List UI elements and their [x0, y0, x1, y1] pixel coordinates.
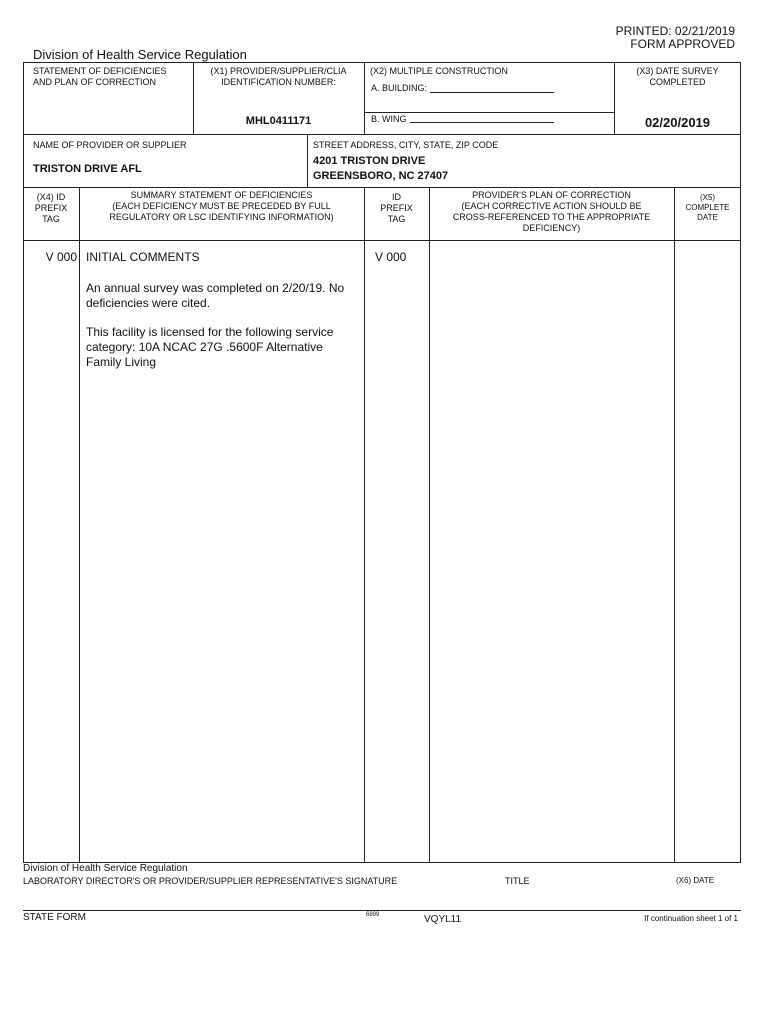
- wing-blank: [410, 122, 554, 123]
- x6-date-label: (X6) DATE: [676, 876, 715, 885]
- event-id: VQYL11: [424, 914, 462, 925]
- form-status: FORM APPROVED: [630, 37, 735, 51]
- col-divider-summary: [364, 187, 365, 863]
- x4-label-1: (X4) ID: [36, 192, 66, 202]
- wing-label: B. WING: [371, 114, 407, 124]
- col-divider-id: [429, 187, 430, 863]
- x4-label-3: TAG: [42, 214, 60, 224]
- x5-label-1: (X5): [699, 193, 716, 202]
- prefix-tag-right: V 000: [375, 250, 407, 264]
- x5-label-2: COMPLETE: [685, 203, 730, 212]
- x5-label-3: DATE: [697, 213, 718, 222]
- printed-date: PRINTED: 02/21/2019: [615, 24, 735, 38]
- address-line-2: GREENSBORO, NC 27407: [313, 170, 449, 182]
- plan-label-3: CROSS-REFERENCED TO THE APPROPRIATE: [452, 212, 651, 222]
- summary-label-1: SUMMARY STATEMENT OF DEFICIENCIES: [130, 190, 313, 200]
- id-label-1: ID: [392, 192, 401, 202]
- plan-label-1: PROVIDER'S PLAN OF CORRECTION: [472, 190, 631, 200]
- building-label: A. BUILDING:: [371, 83, 428, 93]
- initial-comments-heading: INITIAL COMMENTS: [86, 250, 200, 264]
- row-divider-columns: [23, 240, 741, 241]
- plan-label-2: (EACH CORRECTIVE ACTION SHOULD BE: [461, 201, 642, 211]
- x3-label-2: COMPLETED: [649, 77, 706, 87]
- form-number: 6899: [366, 912, 380, 918]
- col-divider-address: [307, 134, 308, 187]
- statement-label-1: STATEMENT OF DEFICIENCIES: [33, 66, 167, 76]
- x4-label-2: PREFIX: [34, 203, 68, 213]
- footer-agency: Division of Health Service Regulation: [23, 863, 188, 874]
- state-form-label: STATE FORM: [23, 912, 86, 923]
- provider-id-number: MHL0411171: [245, 115, 312, 127]
- row-divider-header: [23, 187, 741, 188]
- col-divider-x2: [364, 62, 365, 134]
- building-blank: [430, 92, 554, 93]
- col-divider-prefix: [79, 187, 80, 863]
- survey-completed-date: 02/20/2019: [644, 115, 711, 130]
- survey-paragraph: An annual survey was completed on 2/20/19. No deficiencies were cited.: [86, 281, 345, 310]
- provider-name-label: NAME OF PROVIDER OR SUPPLIER: [33, 140, 187, 150]
- col-divider-plan: [674, 187, 675, 863]
- row-divider-x2: [364, 112, 614, 113]
- form-frame: [23, 62, 741, 863]
- continuation-sheet: If continuation sheet 1 of 1: [644, 914, 738, 923]
- x2-label: (X2) MULTIPLE CONSTRUCTION: [370, 66, 508, 76]
- license-paragraph: This facility is licensed for the following service category: 10A NCAC 27G .5600F Alternative Family Living: [86, 325, 334, 369]
- statement-label-2: AND PLAN OF CORRECTION: [33, 77, 157, 87]
- prefix-tag-left: V 000: [45, 250, 77, 264]
- summary-label-2: (EACH DEFICIENCY MUST BE PRECEDED BY FULL: [112, 201, 331, 211]
- provider-name: TRISTON DRIVE AFL: [33, 163, 142, 175]
- title-label: TITLE: [505, 876, 530, 886]
- plan-label-4: DEFICIENCY): [522, 223, 581, 233]
- agency-title: Division of Health Service Regulation: [33, 47, 247, 62]
- summary-label-3: REGULATORY OR LSC IDENTIFYING INFORMATION): [109, 212, 334, 222]
- x1-label-1: (X1) PROVIDER/SUPPLIER/CLIA: [210, 66, 347, 76]
- footer-rule: [23, 910, 741, 911]
- id-label-2: PREFIX: [380, 203, 413, 213]
- x1-label-2: IDENTIFICATION NUMBER:: [221, 77, 336, 87]
- address-label: STREET ADDRESS, CITY, STATE, ZIP CODE: [313, 140, 499, 150]
- address-line-1: 4201 TRISTON DRIVE: [313, 155, 426, 167]
- id-label-3: TAG: [387, 214, 406, 224]
- x3-label-1: (X3) DATE SURVEY: [636, 66, 719, 76]
- row-divider-top: [23, 134, 741, 135]
- signature-label: LABORATORY DIRECTOR'S OR PROVIDER/SUPPLIER REPRESENTATIVE'S SIGNATURE: [23, 876, 398, 886]
